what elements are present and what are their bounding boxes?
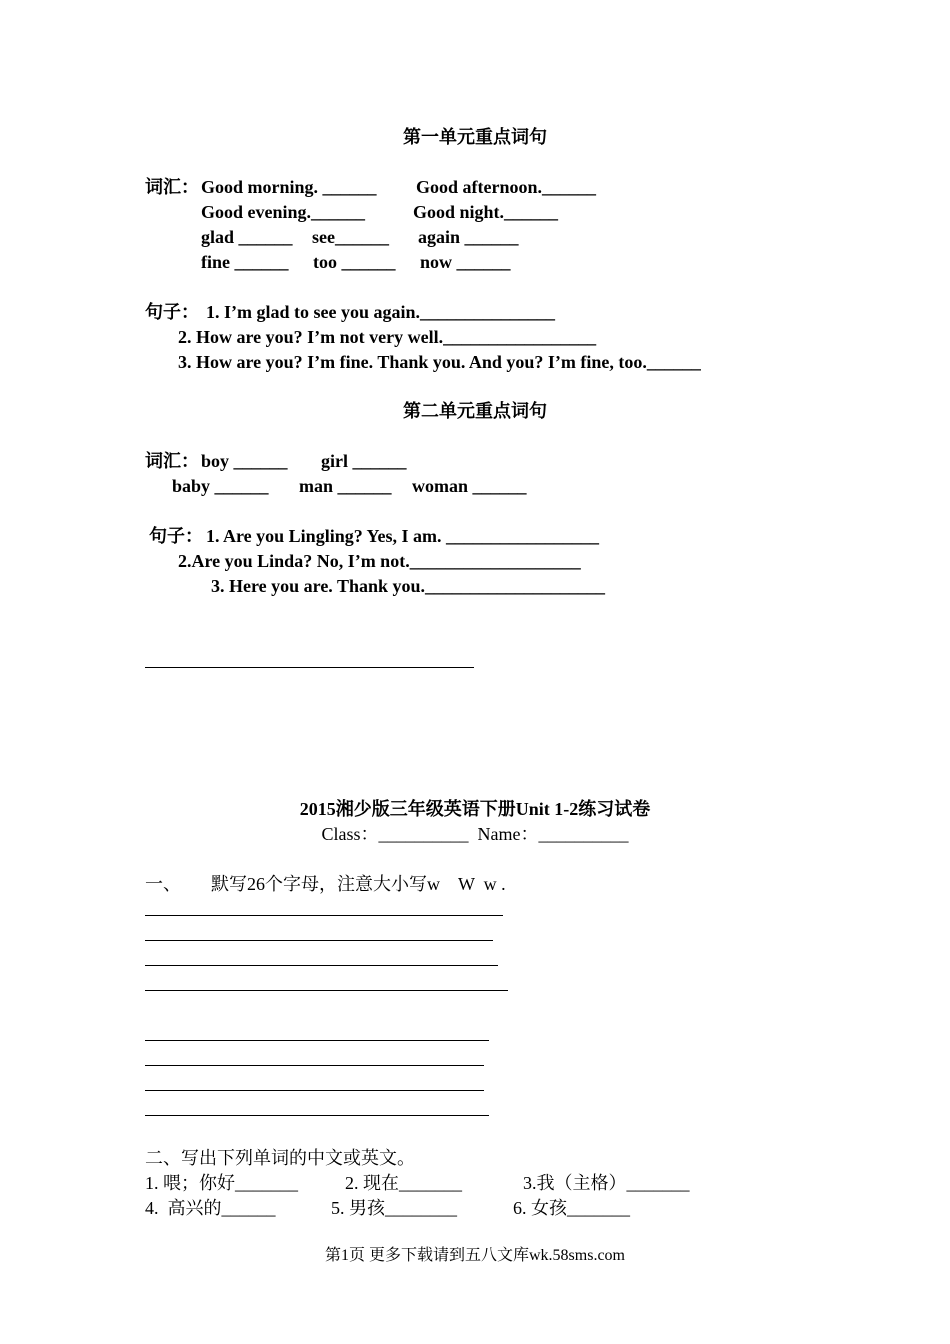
- sentence-item: 3. How are you? I’m fine. Thank you. And you? I’m fine, too.______: [178, 352, 701, 372]
- vocab-item: boy ______: [201, 451, 288, 471]
- class-name-line: [0, 823, 950, 845]
- word-item: 1. 喂；你好_______: [145, 1173, 298, 1193]
- writing-line[interactable]: [145, 990, 508, 991]
- word-item: 3.我（主格）_______: [523, 1173, 690, 1193]
- unit2-vocab-label: 词汇：: [145, 451, 199, 471]
- vocab-item: Good afternoon.______: [416, 177, 596, 197]
- class-label: Class：: [321, 824, 379, 844]
- writing-line[interactable]: [145, 1090, 484, 1091]
- section2-heading: 二、写出下列单词的中文或英文。: [145, 1148, 415, 1168]
- vocab-item: too ______: [313, 252, 396, 272]
- writing-line[interactable]: [145, 915, 503, 916]
- vocab-item: glad ______: [201, 227, 293, 247]
- vocab-item: baby ______: [172, 476, 269, 496]
- vocab-item: see______: [312, 227, 389, 247]
- word-item: 2. 现在_______: [345, 1173, 462, 1193]
- unit1-title: 第一单元重点词句: [403, 127, 547, 147]
- vocab-item: girl ______: [321, 451, 407, 471]
- vocab-item: Good morning. ______: [201, 177, 377, 197]
- exam-title: 2015湘少版三年级英语下册Unit 1-2练习试卷: [299, 799, 651, 819]
- word-item: 6. 女孩_______: [513, 1198, 630, 1218]
- name-blank[interactable]: __________: [538, 824, 629, 844]
- page-footer: 第1页 更多下载请到五八文库wk.58sms.com: [324, 1247, 625, 1264]
- sentence-item: 2. How are you? I’m not very well._________________: [178, 327, 597, 347]
- name-label: Name：: [477, 824, 539, 844]
- class-blank[interactable]: __________: [378, 824, 469, 844]
- writing-line[interactable]: [145, 1115, 489, 1116]
- word-item: 4. 高兴的______: [145, 1198, 276, 1218]
- vocab-item: Good evening.______: [201, 202, 366, 222]
- vocab-item: man ______: [299, 476, 392, 496]
- sentence-item: 3. Here you are. Thank you.____________________: [211, 576, 606, 596]
- section1-number: 一、: [145, 874, 181, 894]
- sentence-item: 1. Are you Lingling? Yes, I am. _________________: [206, 526, 600, 546]
- divider-line: [145, 667, 474, 668]
- unit1-sentence-label: 句子：: [145, 302, 199, 322]
- vocab-item: woman ______: [412, 476, 527, 496]
- unit1-vocab-label: 词汇：: [145, 177, 199, 197]
- writing-line[interactable]: [145, 1065, 484, 1066]
- sentence-item: 1. I’m glad to see you again._______________: [206, 302, 556, 322]
- sentence-item: 2.Are you Linda? No, I’m not.___________________: [178, 551, 581, 571]
- writing-line[interactable]: [145, 1040, 489, 1041]
- writing-line[interactable]: [145, 940, 493, 941]
- writing-line[interactable]: [145, 965, 498, 966]
- word-item: 5. 男孩________: [331, 1198, 457, 1218]
- vocab-item: fine ______: [201, 252, 289, 272]
- vocab-item: now ______: [420, 252, 511, 272]
- unit2-title: 第二单元重点词句: [403, 401, 547, 421]
- unit2-sentence-label: 句子：: [149, 526, 203, 546]
- vocab-item: again ______: [418, 227, 519, 247]
- vocab-item: Good night.______: [413, 202, 559, 222]
- section1-instruction: 默写26个字母，注意大小写w W w .: [211, 874, 506, 894]
